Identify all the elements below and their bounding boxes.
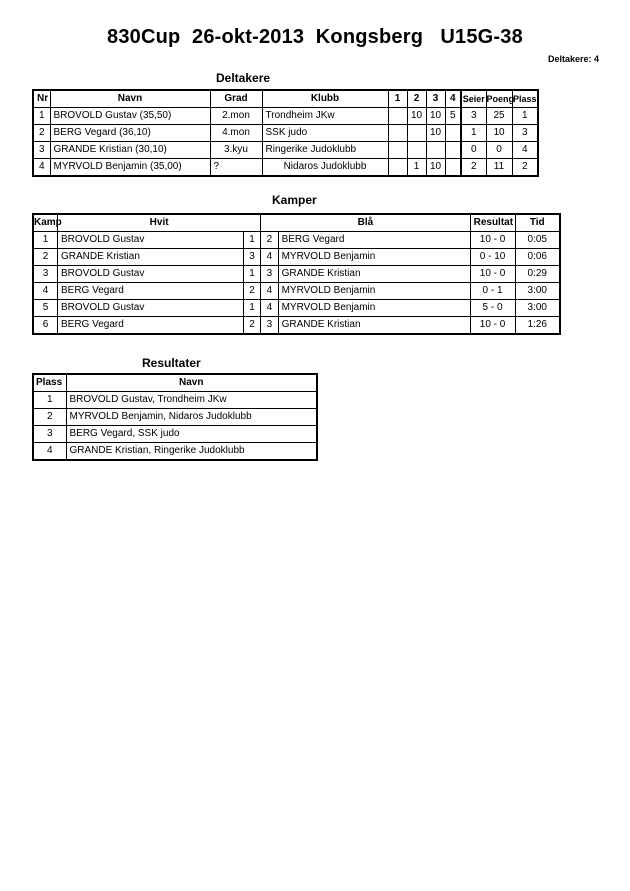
deltaker-score-1 <box>388 125 407 142</box>
col-resultat: Resultat <box>470 214 515 232</box>
deltaker-navn: MYRVOLD Benjamin (35,00) <box>50 159 210 177</box>
deltaker-score-4 <box>445 159 461 177</box>
col-score-2: 2 <box>407 90 426 108</box>
deltaker-plass: 2 <box>512 159 538 177</box>
kamp-bla-nr: 4 <box>261 283 278 300</box>
kamp-bla-nr: 4 <box>261 249 278 266</box>
deltaker-nr: 2 <box>33 125 50 142</box>
resultat-plass: 4 <box>33 443 66 461</box>
resultat-row <box>33 392 317 409</box>
kamp-hvit: BROVOLD Gustav <box>58 266 244 283</box>
deltaker-klubb: Nidaros Judoklubb <box>262 159 388 177</box>
kamp-tid: 1:26 <box>515 317 560 335</box>
resultat-plass: 2 <box>33 409 66 426</box>
kamp-resultat: 5 - 0 <box>470 300 515 317</box>
kamp-resultat: 10 - 0 <box>470 266 515 283</box>
deltaker-score-4 <box>445 142 461 159</box>
deltaker-klubb: Trondheim JKw <box>262 108 388 125</box>
resultat-row <box>33 409 317 426</box>
kamp-resultat: 10 - 0 <box>470 317 515 335</box>
col-plass: Plass <box>33 374 66 392</box>
deltaker-grad: 4.mon <box>210 125 262 142</box>
resultater-header-row <box>33 374 317 392</box>
kamp-tid: 3:00 <box>515 283 560 300</box>
col-score-3: 3 <box>426 90 445 108</box>
kamp-tid: 0:29 <box>515 266 560 283</box>
kamp-bla: MYRVOLD Benjamin <box>278 283 470 300</box>
deltaker-poeng: 25 <box>486 108 512 125</box>
kamper-header-row <box>33 214 560 232</box>
kamp-tid: 0:05 <box>515 232 560 249</box>
kamp-nr: 3 <box>33 266 58 283</box>
resultat-plass: 1 <box>33 392 66 409</box>
deltaker-score-2: 10 <box>407 108 426 125</box>
kamp-bla: BERG Vegard <box>278 232 470 249</box>
deltaker-navn: GRANDE Kristian (30,10) <box>50 142 210 159</box>
col-klubb: Klubb <box>262 90 388 108</box>
deltaker-score-2 <box>407 125 426 142</box>
kamp-hvit-nr: 3 <box>243 249 260 266</box>
deltaker-poeng: 11 <box>486 159 512 177</box>
kamper-heading: Kamper <box>272 193 317 207</box>
kamp-bla-nr: 3 <box>261 317 278 335</box>
kamp-hvit: GRANDE Kristian <box>58 249 244 266</box>
kamp-bla-nr: 3 <box>261 266 278 283</box>
participants-count: Deltakere: 4 <box>547 54 599 64</box>
deltaker-seier: 1 <box>461 125 486 142</box>
deltaker-score-3: 10 <box>426 159 445 177</box>
deltaker-poeng: 0 <box>486 142 512 159</box>
kamp-resultat: 0 - 1 <box>470 283 515 300</box>
col-score-4: 4 <box>445 90 461 108</box>
col-hvit: Hvit <box>58 214 261 232</box>
deltaker-plass: 3 <box>512 125 538 142</box>
deltaker-score-1 <box>388 142 407 159</box>
col-score-1: 1 <box>388 90 407 108</box>
kamp-resultat: 10 - 0 <box>470 232 515 249</box>
deltaker-nr: 4 <box>33 159 50 177</box>
kamp-row <box>33 317 560 335</box>
kamp-row <box>33 266 560 283</box>
deltaker-nr: 3 <box>33 142 50 159</box>
deltaker-score-3 <box>426 142 445 159</box>
deltaker-seier: 3 <box>461 108 486 125</box>
kamp-hvit-nr: 2 <box>243 317 260 335</box>
resultat-navn: GRANDE Kristian, Ringerike Judoklubb <box>66 443 317 461</box>
resultat-row <box>33 426 317 443</box>
kamp-hvit-nr: 2 <box>243 283 260 300</box>
resultat-navn: BROVOLD Gustav, Trondheim JKw <box>66 392 317 409</box>
deltaker-navn: BROVOLD Gustav (35,50) <box>50 108 210 125</box>
deltaker-poeng: 10 <box>486 125 512 142</box>
col-seier: Seier <box>461 90 486 108</box>
col-navn: Navn <box>50 90 210 108</box>
col-bla: Blå <box>261 214 470 232</box>
kamp-tid: 3:00 <box>515 300 560 317</box>
kamp-hvit-nr: 1 <box>243 232 260 249</box>
deltaker-seier: 0 <box>461 142 486 159</box>
page-title: 830Cup 26-okt-2013 Kongsberg U15G-38 <box>107 26 523 48</box>
deltaker-score-4 <box>445 125 461 142</box>
deltaker-plass: 1 <box>512 108 538 125</box>
deltaker-row <box>33 108 538 125</box>
kamp-nr: 5 <box>33 300 58 317</box>
deltaker-seier: 2 <box>461 159 486 177</box>
col-grad: Grad <box>210 90 262 108</box>
deltaker-grad: 2.mon <box>210 108 262 125</box>
kamp-bla: GRANDE Kristian <box>278 317 470 335</box>
deltaker-klubb: SSK judo <box>262 125 388 142</box>
deltaker-grad: 3.kyu <box>210 142 262 159</box>
kamp-bla-nr: 2 <box>261 232 278 249</box>
deltakere-heading: Deltakere <box>216 71 271 85</box>
kamper-table <box>32 213 561 335</box>
deltaker-score-1 <box>388 159 407 177</box>
kamp-bla-nr: 4 <box>261 300 278 317</box>
deltaker-score-3: 10 <box>426 108 445 125</box>
deltaker-score-1 <box>388 108 407 125</box>
kamp-row <box>33 300 560 317</box>
kamp-resultat: 0 - 10 <box>470 249 515 266</box>
col-tid: Tid <box>515 214 560 232</box>
resultat-row <box>33 443 317 461</box>
deltakere-header-row <box>33 90 538 108</box>
deltaker-score-4: 5 <box>445 108 461 125</box>
deltaker-score-2: 1 <box>407 159 426 177</box>
col-kamp: Kamp <box>33 214 58 232</box>
kamp-row <box>33 232 560 249</box>
kamp-hvit: BROVOLD Gustav <box>58 232 244 249</box>
col-navn: Navn <box>66 374 317 392</box>
col-nr: Nr <box>33 90 50 108</box>
deltaker-klubb: Ringerike Judoklubb <box>262 142 388 159</box>
deltaker-navn: BERG Vegard (36,10) <box>50 125 210 142</box>
kamp-tid: 0:06 <box>515 249 560 266</box>
resultat-plass: 3 <box>33 426 66 443</box>
resultater-table <box>32 373 318 461</box>
col-poeng: Poeng <box>486 90 512 108</box>
kamp-hvit-nr: 1 <box>243 300 260 317</box>
deltaker-grad: ? <box>210 159 262 177</box>
kamp-hvit: BERG Vegard <box>58 317 244 335</box>
kamp-bla: MYRVOLD Benjamin <box>278 300 470 317</box>
deltaker-row <box>33 125 538 142</box>
kamp-bla: MYRVOLD Benjamin <box>278 249 470 266</box>
resultat-navn: BERG Vegard, SSK judo <box>66 426 317 443</box>
kamp-nr: 4 <box>33 283 58 300</box>
deltaker-score-3: 10 <box>426 125 445 142</box>
kamp-hvit: BROVOLD Gustav <box>58 300 244 317</box>
col-plass: Plass <box>512 90 538 108</box>
kamp-hvit-nr: 1 <box>243 266 260 283</box>
deltaker-row <box>33 159 538 177</box>
kamp-bla: GRANDE Kristian <box>278 266 470 283</box>
deltaker-nr: 1 <box>33 108 50 125</box>
kamp-row <box>33 249 560 266</box>
kamp-nr: 1 <box>33 232 58 249</box>
kamp-nr: 6 <box>33 317 58 335</box>
resultater-heading: Resultater <box>142 356 201 370</box>
kamp-row <box>33 283 560 300</box>
kamp-nr: 2 <box>33 249 58 266</box>
deltakere-table <box>32 89 539 177</box>
deltaker-plass: 4 <box>512 142 538 159</box>
resultat-navn: MYRVOLD Benjamin, Nidaros Judoklubb <box>66 409 317 426</box>
kamp-hvit: BERG Vegard <box>58 283 244 300</box>
deltaker-score-2 <box>407 142 426 159</box>
deltaker-row <box>33 142 538 159</box>
